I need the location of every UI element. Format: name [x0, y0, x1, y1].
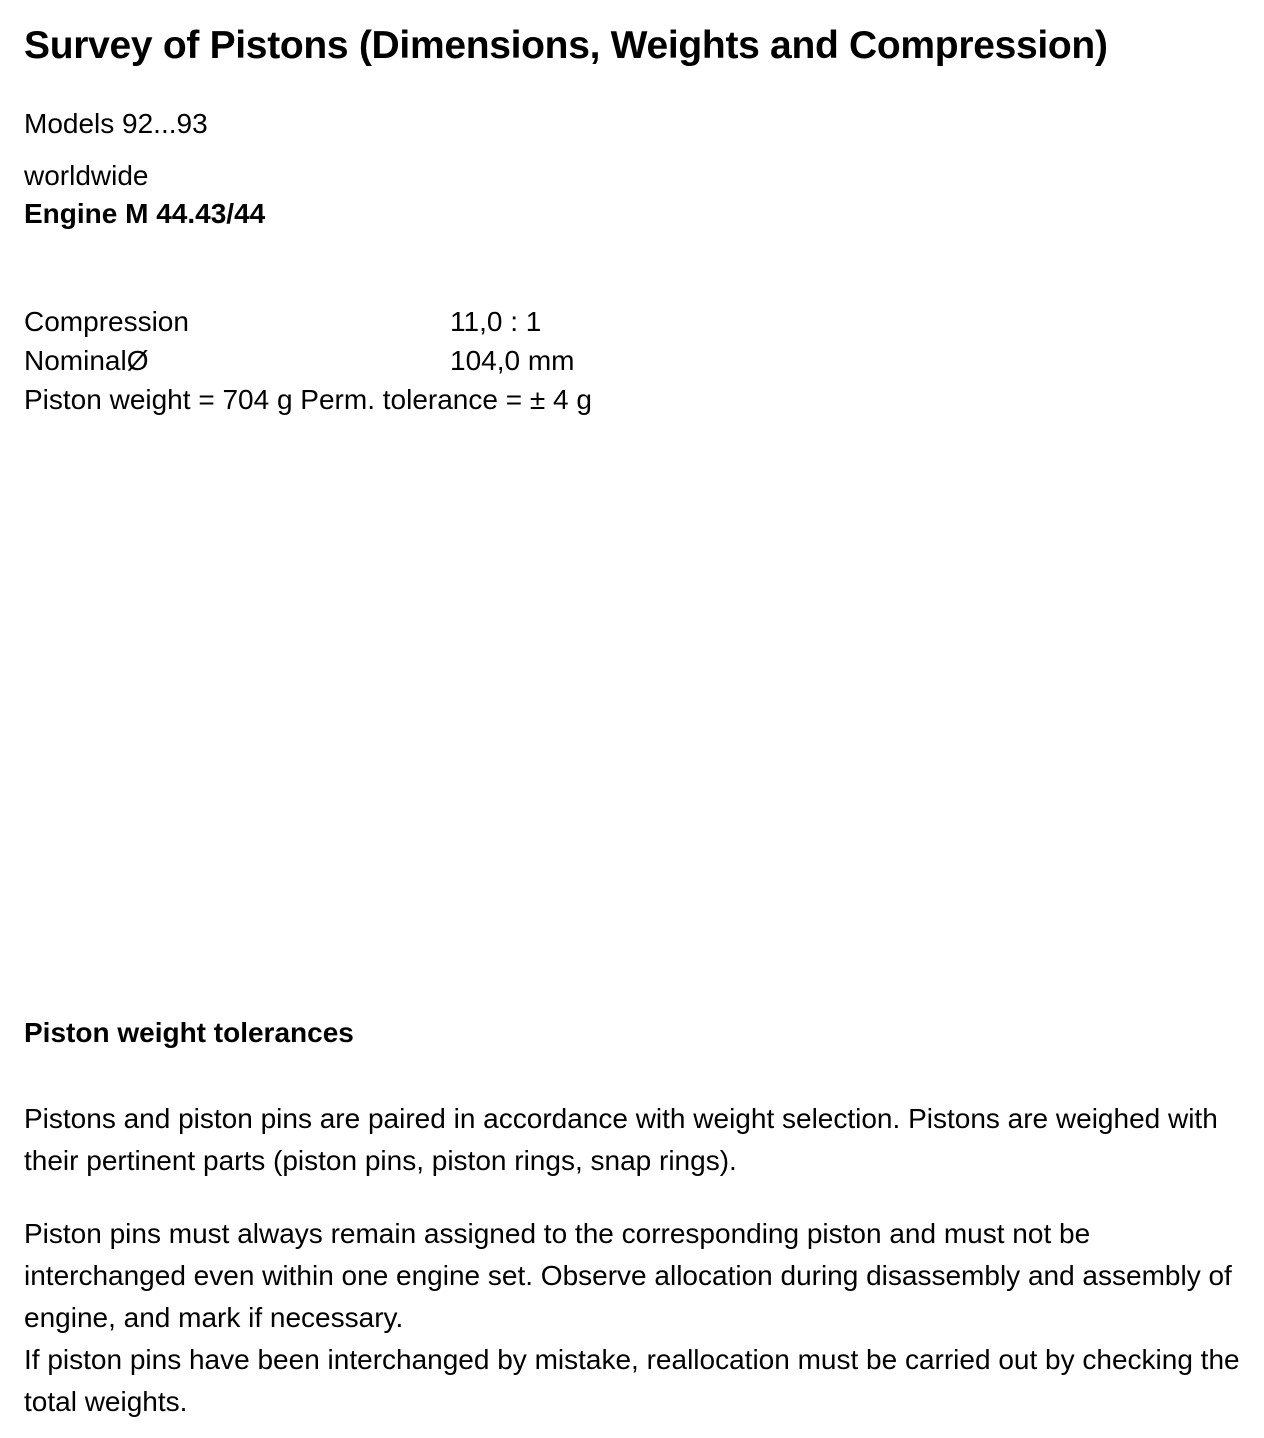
nominal-diameter-value: 104,0 mm: [450, 345, 575, 376]
paragraph-pairing: Pistons and piston pins are paired in accordance with weight selection. Pistons are weighed with their pertinent parts (piston pins, piston rings, snap rings).: [24, 1103, 1218, 1176]
models-line: Models 92...93: [24, 108, 208, 139]
spec-row-compression: [24, 306, 541, 338]
paragraph-assignment: Piston pins must always remain assigned to the corresponding piston and must not be interchanged even within one engine set. Observe allocation during disassembly and assembly of engine, and mark if necessary.: [24, 1218, 1232, 1333]
section-heading: Piston weight tolerances: [24, 1017, 354, 1048]
nominal-diameter-label: NominalØ: [24, 345, 149, 376]
engine-heading: Engine M 44.43/44: [24, 198, 266, 229]
paragraph-reallocation: If piston pins have been interchanged by mistake, reallocation must be carried out by checking the total weights.: [24, 1344, 1240, 1417]
region-line: worldwide: [24, 160, 149, 191]
spec-row-nominal-diameter: [24, 345, 575, 377]
compression-value: 11,0 : 1: [450, 306, 542, 337]
piston-weight-line: Piston weight = 704 g Perm. tolerance = ± 4 g: [24, 384, 592, 415]
compression-label: Compression: [24, 306, 189, 337]
page-title: Survey of Pistons (Dimensions, Weights and Compression): [24, 24, 1108, 67]
